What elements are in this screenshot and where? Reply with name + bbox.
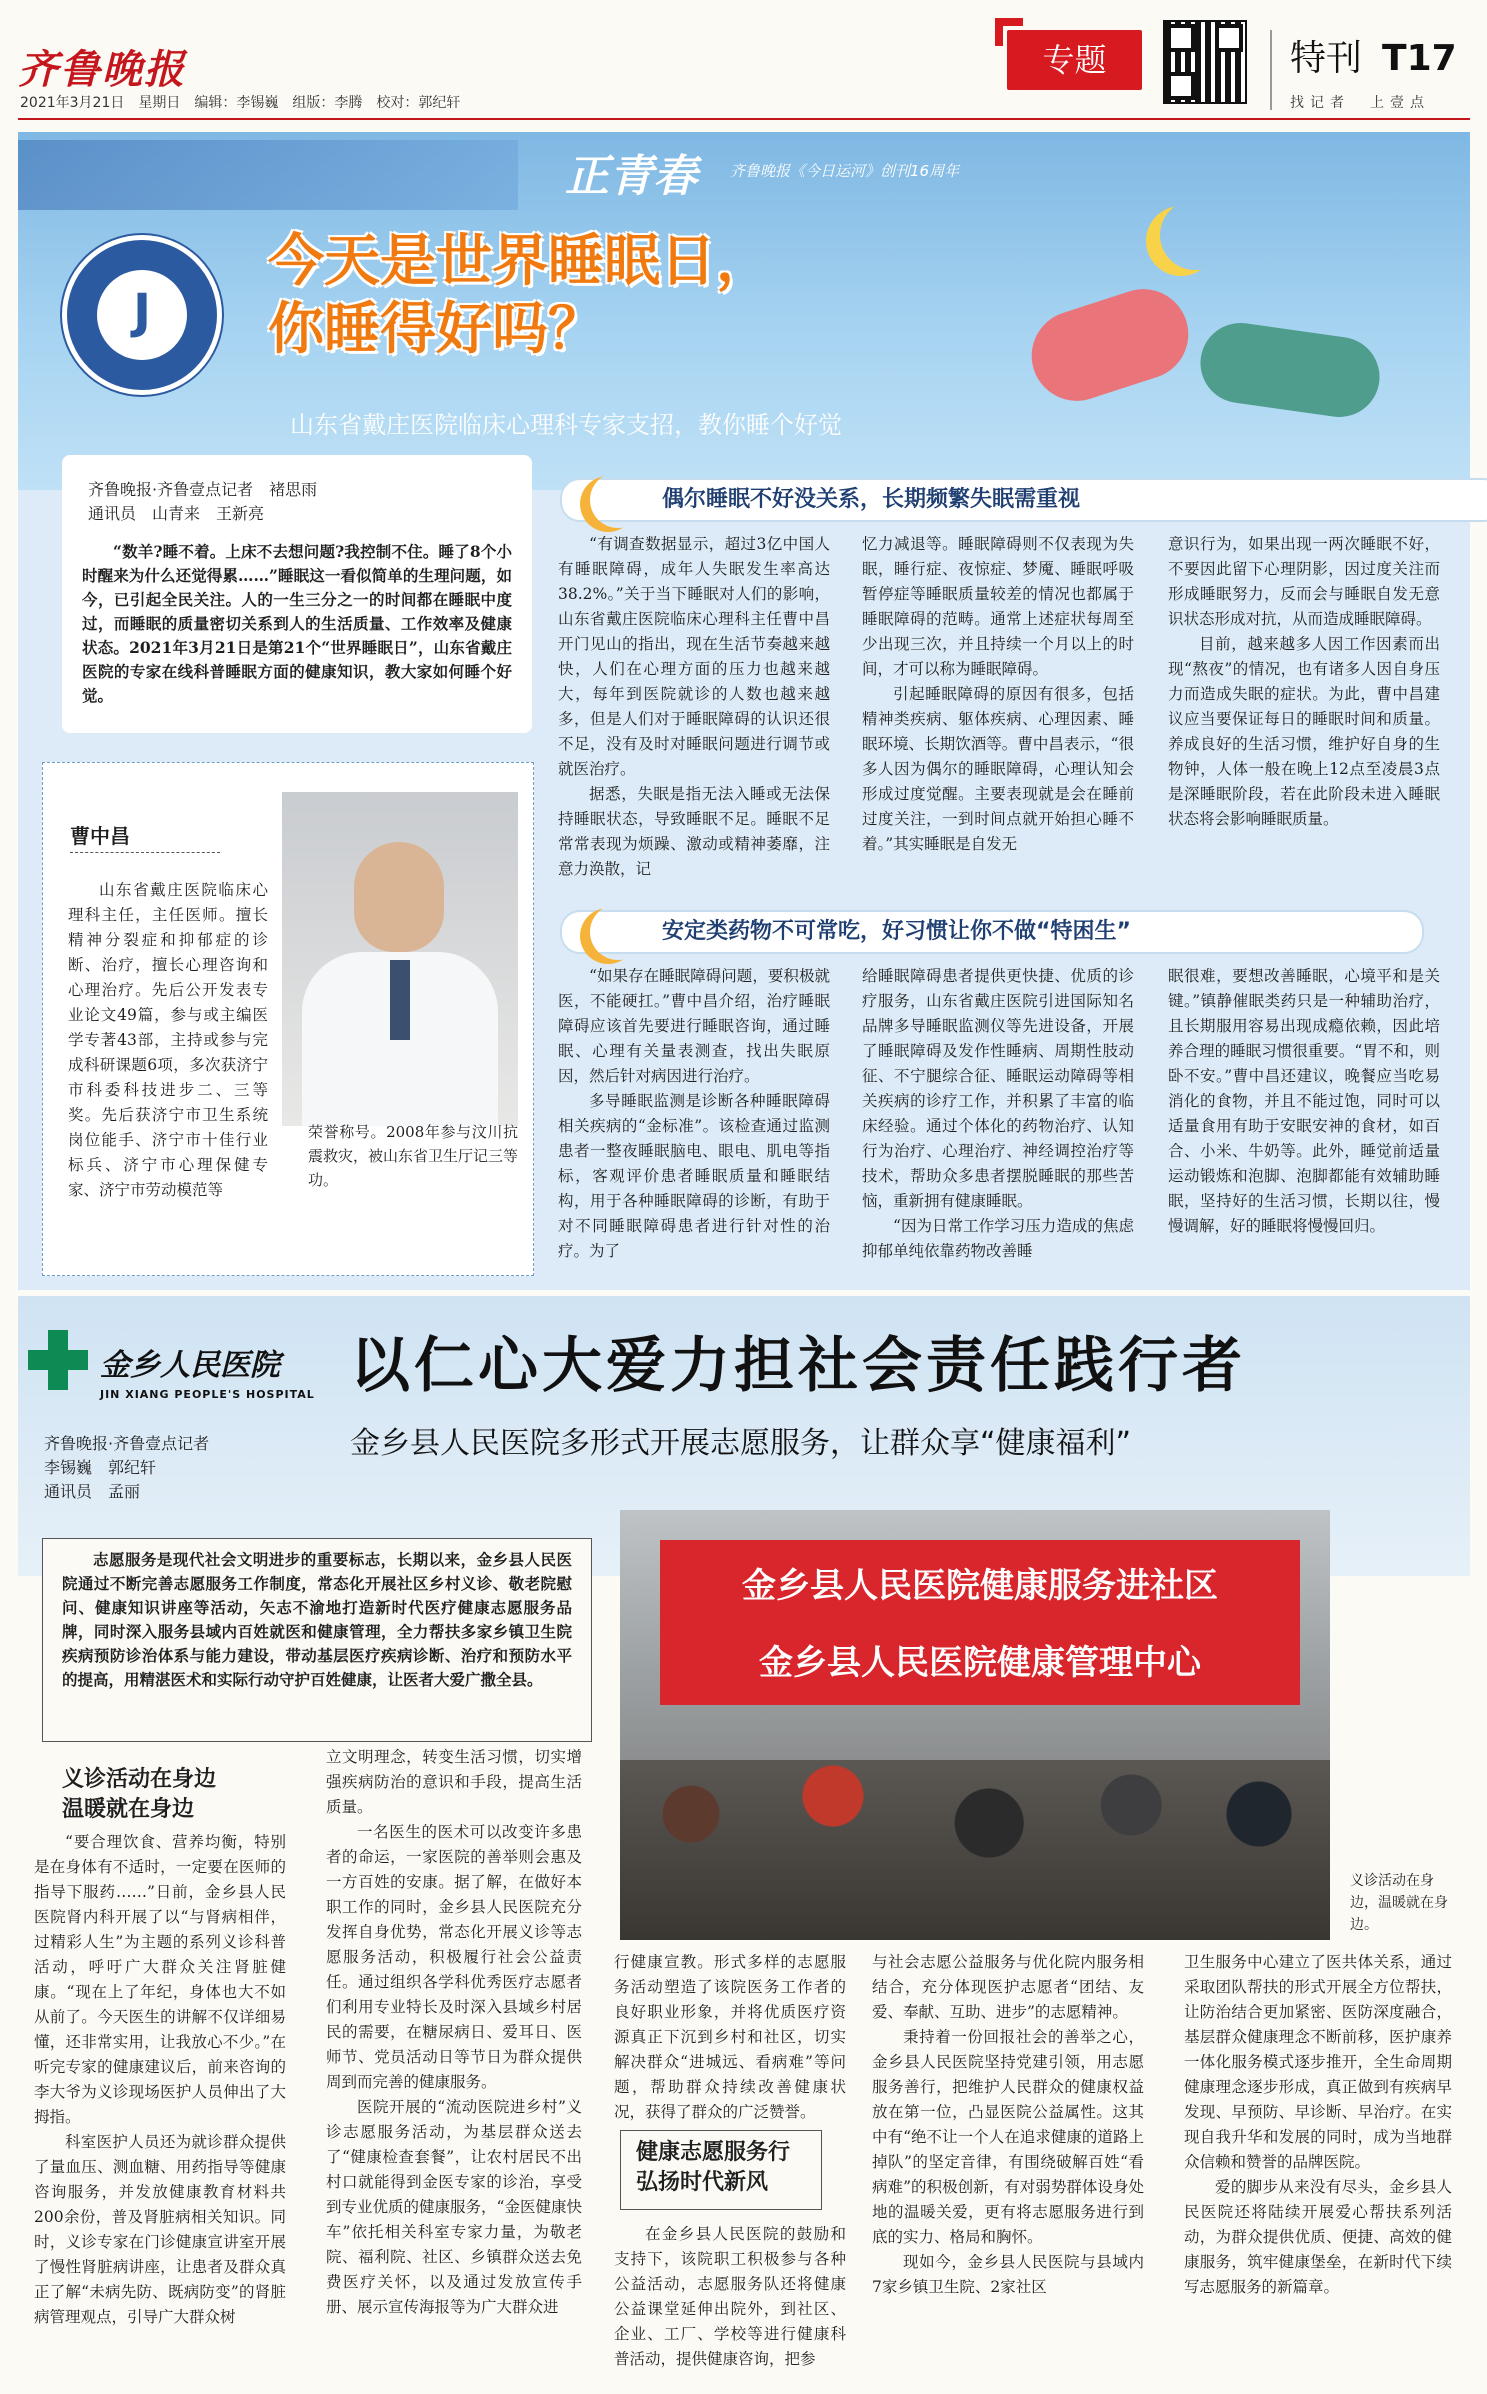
article-column	[614, 1950, 846, 2125]
byline-line: 齐鲁晚报·齐鲁壹点记者	[44, 1434, 210, 1453]
feature2-byline	[44, 1432, 209, 1504]
article-column	[872, 1950, 1144, 2300]
paragraph: 爱的脚步从来没有尽头，金乡县人民医院还将陆续开展爱心帮扶系列活动，为群众提供优质、便捷、高效的健康服务，筑牢健康堡垒，在新时代下续写志愿服务的新篇章。	[1184, 2178, 1452, 2296]
article-column	[558, 964, 830, 1264]
paragraph: 与社会志愿公益服务与优化院内服务相结合，充分体现医护志愿者“团结、友爱、奉献、互助、进步”的志愿精神。	[872, 1953, 1144, 2021]
section-heading: 安定类药物不可常吃，好习惯让你不做“特困生”	[560, 910, 1424, 954]
divider	[70, 852, 220, 854]
section-heading: 偶尔睡眠不好没关系，长期频繁失眠需重视	[560, 478, 1487, 522]
dateline: 2021年3月21日 星期日 编辑：李锡巍 组版：李腾 校对：郭纪轩	[20, 95, 461, 111]
paragraph: 眠很难，要想改善睡眠，心境平和是关键。”镇静催眠类药只是一种辅助治疗，且长期服用容易出现成瘾依赖，因此培养合理的睡眠习惯很重要。“胃不和，则卧不安。”曹中昌还建议，晚餐应当吃易消化的食物，并且不能过饱，同时可以适量食用有助于安眠安神的食材，如百合、小米、牛奶等。此外，睡觉前适量运动锻炼和泡脚、泡脚都能有效辅助睡眠，坚持好的生活习惯，长期以往，慢慢调解，好的睡眠将慢慢回归。	[1168, 967, 1440, 1235]
banner-sub: 齐鲁晚报《今日运河》创刊16周年	[730, 162, 960, 180]
byline-line: 通讯员 山青来 王新亮	[88, 504, 265, 523]
article-column	[1184, 1950, 1452, 2300]
hospital-mark-icon: J	[133, 284, 151, 340]
photo-banner-text: 金乡县人民医院健康管理中心	[759, 1643, 1201, 1683]
article-column	[614, 2222, 846, 2372]
paragraph: 目前，越来越多人因工作因素而出现“熬夜”的情况，也有诸多人因自身压力而造成失眠的症状。为此，曹中昌建议应当要保证每日的睡眠时间和质量。养成良好的生活习惯，维护好自身的生物钟，人体一般在晚上12点至凌晨3点是深睡眠阶段，若在此阶段未进入睡眠状态将会影响睡眠质量。	[1168, 635, 1440, 828]
feature2-subtitle: 金乡县人民医院多形式开展志愿服务，让群众享“健康福利”	[350, 1426, 1132, 1461]
paragraph: 据悉，失眠是指无法入睡或无法保持睡眠状态，导致睡眠不足。睡眠不足常常表现为烦躁、激动或精神萎靡，注意力涣散，记	[558, 785, 830, 878]
event-photo	[620, 1510, 1330, 1940]
paragraph: 行健康宣教。形式多样的志愿服务活动塑造了该院医务工作者的良好职业形象，并将优质医疗资源真正下沉到乡村和社区，切实解决群众“进城远、看病难”等问题，帮助群众持续改善健康状况，获得了群众的广泛赞誉。	[614, 1953, 846, 2121]
hospital-name-en: JIN XIANG PEOPLE'S HOSPITAL	[100, 1388, 315, 1401]
subhead-line: 健康志愿服务行	[636, 2140, 791, 2165]
paragraph: 在金乡县人民医院的鼓励和支持下，该院职工积极参与各种公益活动，志愿服务队还将健康公益课堂延伸出院外，到社区、企业、工厂、学校等进行健康科普活动，提供健康咨询，把参	[614, 2225, 846, 2368]
header-rule	[18, 118, 1470, 120]
feature2-title: 以仁心大爱力担社会责任践行者	[350, 1331, 1246, 1401]
moon-icon	[590, 472, 646, 528]
banner-logo: 正青春	[565, 151, 697, 202]
hospital-cross-icon	[28, 1330, 88, 1390]
hospital-logo	[62, 235, 222, 395]
subhead	[636, 2138, 790, 2198]
paragraph: 秉持着一份回报社会的善举之心，金乡县人民医院坚持党建引领，用志愿服务善行，把维护人民群众的健康权益放在第一位，凸显医院公益属性。这其中有“绝不让一个人在追求健康的道路上掉队”的坚定音律，有围绕破解百姓“看病难”的积极创新，有对弱势群体设身处地的温暖关爱，更有将志愿服务进行到底的实力、格局和胸怀。	[872, 2028, 1144, 2246]
photo-crowd	[620, 1760, 1330, 1940]
article-column	[1168, 532, 1440, 832]
section-name: 特刊	[1290, 38, 1363, 79]
photo-banner-text: 金乡县人民医院健康服务进社区	[742, 1566, 1218, 1606]
reporter-tag: 找记者 上壹点	[1290, 95, 1430, 111]
edition	[1290, 30, 1457, 81]
feature2-intro: 志愿服务是现代社会文明进步的重要标志，长期以来，金乡县人民医院通过不断完善志愿服务工作制度，常态化开展社区乡村义诊、敬老院慰问、健康知识讲座等活动，矢志不渝地打造新时代医疗健康志愿服务品牌，同时深入服务县域内百姓就医和健康管理，全力帮扶多家乡镇卫生院疾病预防诊治体系与能力建设，带动基层医疗疾病诊断、治疗和预防水平的提高，用精湛医术和实际行动守护百姓健康，让医者大爱广撒全县。	[62, 1550, 572, 1689]
expert-photo	[282, 792, 518, 1126]
expert-bio: 山东省戴庄医院临床心理科主任，主任医师。擅长精神分裂症和抑郁症的诊断、治疗，擅长心理咨询和心理治疗。先后公开发表专业论文49篇，参与或主编医学专著43部，主持或参与完成科研课题6项，多次获济宁市科委科技进步二、三等奖。先后获济宁市卫生系统岗位能手、济宁市十佳行业标兵、济宁市心理保健专家、济宁市劳动模范等	[68, 881, 268, 1199]
paragraph: “有调查数据显示，超过3亿中国人有睡眠障碍，成年人失眠发生率高达38.2%。”关于当下睡眠对人们的影响，山东省戴庄医院临床心理科主任曹中昌开门见山的指出，现在生活节奏越来越快，人们在心理方面的压力也越来越大，每年到医院就诊的人数也越来越多，但是人们对于睡眠障碍的认识还很不足，没有及时对睡眠问题进行调节或就医治疗。	[558, 535, 830, 778]
subhead-line: 弘扬时代新风	[636, 2170, 769, 2195]
byline-line: 李锡巍 郭纪轩	[44, 1458, 157, 1477]
photo-caption: 义诊活动在身边，温暖就在身边。	[1350, 1873, 1448, 1933]
subhead-line: 义诊活动在身边	[62, 1767, 217, 1792]
page-number: T17	[1382, 38, 1457, 79]
paragraph: 卫生服务中心建立了医共体关系，通过采取团队帮扶的形式开展全方位帮扶，让防治结合更加紧密、医防深度融合，基层群众健康理念不断前移，医护康养一体化服务模式逐步推开，全生命周期健康理念逐步形成，真正做到有疾病早发现、早预防、早诊断、早治疗。在实现自我升华和发展的同时，成为当地群众信赖和赞誉的品牌医院。	[1184, 1953, 1452, 2171]
topic-tag: 专题	[1007, 30, 1142, 90]
qr-code-icon[interactable]	[1163, 20, 1247, 104]
feature1-byline	[88, 478, 317, 526]
paragraph: 给睡眠障碍患者提供更快捷、优质的诊疗服务，山东省戴庄医院引进国际知名品牌多导睡眠监测仪等先进设备，开展了睡眠障碍及发作性睡病、周期性肢动征、不宁腿综合征、睡眠运动障碍等相关疾病的诊疗工作，并积累了丰富的临床经验。通过个体化的药物治疗、认知行为治疗、心理治疗、神经调控治疗等技术，帮助众多患者摆脱睡眠的那些苦恼，重新拥有健康睡眠。	[862, 967, 1134, 1210]
paragraph: 一名医生的医术可以改变许多患者的命运，一家医院的善举则会惠及一方百姓的安康。据了解，在做好本职工作的同时，金乡县人民医院充分发挥自身优势，常态化开展义诊等志愿服务活动，积极履行社会公益责任。通过组织各学科优秀医疗志愿者们利用专业特长及时深入县域乡村居民的需要，在糖尿病日、爱耳日、医师节、党员活动日等节日为群众提供周到而完善的健康服务。	[326, 1823, 582, 2091]
subhead	[62, 1765, 216, 1825]
paragraph: 引起睡眠障碍的原因有很多，包括精神类疾病、躯体疾病、心理因素、睡眠环境、长期饮酒等。曹中昌表示，“很多人因为偶尔的睡眠障碍，心理认知会形成过度觉醒。主要表现就是会在睡前过度关注，一到时间点就开始担心睡不着。”其实睡眠是自发无	[862, 685, 1134, 853]
feature1-title	[268, 228, 772, 364]
paragraph: 意识行为，如果出现一两次睡眠不好，不要因此留下心理阴影，因过度关注而形成睡眠努力，反而会与睡眠自发无意识状态形成对抗，从而造成睡眠障碍。	[1168, 535, 1440, 628]
moon-icon	[590, 904, 646, 960]
expert-name: 曹中昌	[70, 824, 130, 848]
title-line-2: 你睡得好吗？	[268, 297, 604, 362]
paragraph: 忆力减退等。睡眠障碍则不仅表现为失眠，睡行症、夜惊症、梦魇、睡眠呼吸暂停症等睡眠质量较差的情况也都属于睡眠障碍的范畴。通常上述症状每周至少出现三次，并且持续一个月以上的时间，才可以称为睡眠障碍。	[862, 535, 1134, 678]
byline-line: 齐鲁晚报·齐鲁壹点记者 褚思雨	[88, 480, 318, 499]
title-line-1: 今天是世界睡眠日，	[268, 229, 772, 294]
article-column	[326, 1745, 582, 2320]
expert-honor: 荣誉称号。2008年参与汶川抗震救灾，被山东省卫生厅记三等功。	[308, 1123, 519, 1189]
masthead: 齐鲁晚报	[18, 46, 186, 93]
feature1-lead: “数羊?睡不着。上床不去想问题?我控制不住。睡了8个小时醒来为什么还觉得累……”睡眠这一看似简单的生理问题，如今，已引起全民关注。人的一生三分之一的时间都在睡眠中度过，而睡眠的质量密切关系到人的生活质量、工作效率及健康状态。2021年3月21日是第21个“世界睡眠日”，山东省戴庄医院的专家在线科普睡眠方面的健康知识，教大家如何睡个好觉。	[82, 542, 512, 705]
feature1-subtitle: 山东省戴庄医院临床心理科专家支招，教你睡个好觉	[290, 411, 842, 439]
paragraph: 立文明理念，转变生活习惯，切实增强疾病防治的意识和手段，提高生活质量。	[326, 1748, 582, 1816]
article-column	[34, 1830, 286, 2330]
paragraph: 医院开展的“流动医院进乡村”义诊志愿服务活动，为基层群众送去了“健康检查套餐”，让农村居民不出村口就能得到金医专家的诊治，享受到专业优质的健康服务，“金医健康快车”依托相关科室专家力量，为敬老院、福利院、社区、乡镇群众送去免费医疗关怀，以及通过发放宣传手册、展示宣传海报等为广大群众进	[326, 2098, 582, 2316]
paragraph: “如果存在睡眠障碍问题，要积极就医，不能硬扛。”曹中昌介绍，治疗睡眠障碍应该首先要进行睡眠咨询，通过睡眠、心理有关量表测查，找出失眠原因，然后针对病因进行治疗。	[558, 967, 830, 1085]
article-column	[1168, 964, 1440, 1239]
article-column	[558, 532, 830, 882]
moon-icon	[1160, 200, 1230, 270]
byline-line: 通讯员 孟丽	[44, 1482, 141, 1501]
subhead-line: 温暖就在身边	[62, 1797, 195, 1822]
hospital-logo-year: 1952	[131, 344, 163, 358]
paragraph: 多导睡眠监测是诊断各种睡眠障碍相关疾病的“金标准”。该检查通过监测患者一整夜睡眠脑电、眼电、肌电等指标，客观评价患者睡眠质量和睡眠结构，用于各种睡眠障碍的诊断，有助于对不同睡眠障碍患者进行针对性的治疗。为了	[558, 1092, 830, 1260]
divider	[1270, 30, 1272, 110]
article-column	[862, 964, 1134, 1264]
paragraph: 科室医护人员还为就诊群众提供了量血压、测血糖、用药指导等健康咨询服务，并发放健康教育材料共200余份，普及肾脏病相关知识。同时，义诊专家在门诊健康宣讲室开展了慢性肾脏病讲座，让患者及群众真正了解“未病先防、既病防变”的肾脏病管理观点，引导广大群众树	[34, 2133, 286, 2326]
paragraph: “因为日常工作学习压力造成的焦虑抑郁单纯依靠药物改善睡	[862, 1217, 1134, 1260]
hospital-name: 金乡人民医院	[100, 1348, 280, 1383]
article-column	[862, 532, 1134, 857]
banner-decoration	[18, 140, 518, 210]
paragraph: 现如今，金乡县人民医院与县域内7家乡镇卫生院、2家社区	[872, 2253, 1144, 2296]
photo-banner	[660, 1540, 1300, 1705]
paragraph: “要合理饮食、营养均衡，特别是在身体有不适时，一定要在医师的指导下服药……”日前，金乡县人民医院肾内科开展了以“与肾病相伴，过精彩人生”为主题的系列义诊科普活动，呼吁广大群众关注肾脏健康。“现在上了年纪，身体也大不如从前了。今天医生的讲解不仅详细易懂，还非常实用，让我放心不少。”在听完专家的健康建议后，前来咨询的李大爷为义诊现场医护人员伸出了大拇指。	[34, 1833, 286, 2126]
